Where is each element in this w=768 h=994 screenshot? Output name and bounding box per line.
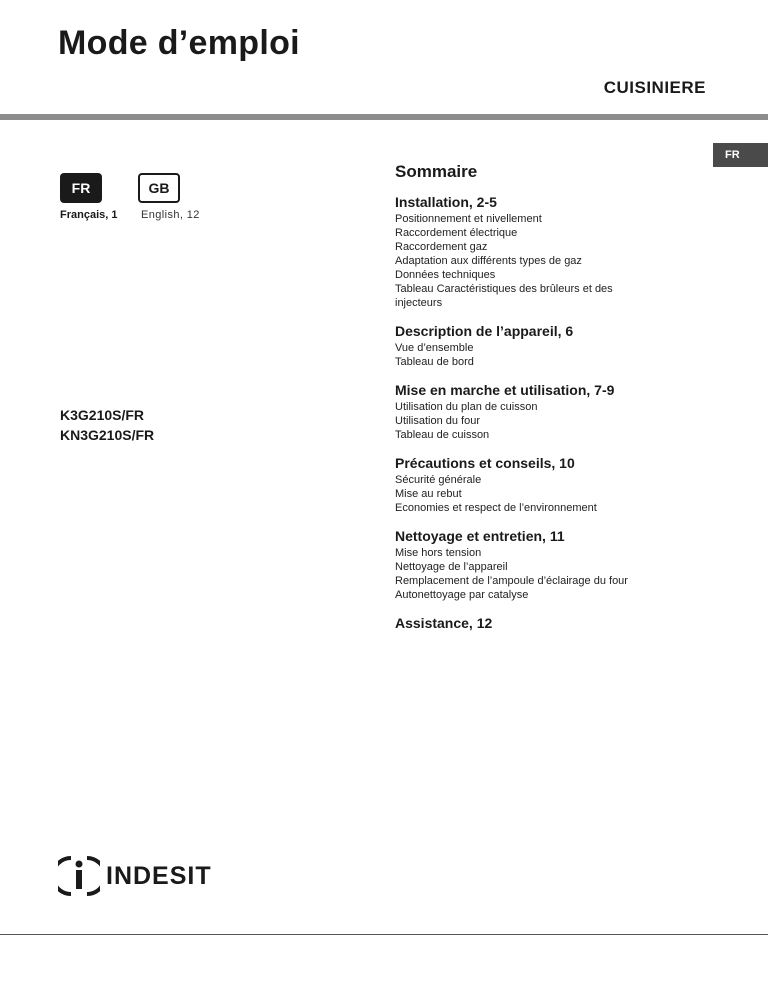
language-tab: FR xyxy=(713,143,768,167)
toc-item: Autonettoyage par catalyse xyxy=(395,589,529,601)
toc-item: Tableau de cuisson xyxy=(395,429,490,441)
toc-item: Tableau de bord xyxy=(395,356,474,368)
language-box-fr: FR xyxy=(60,173,102,203)
toc-item: Utilisation du four xyxy=(395,415,480,427)
toc-section-title: Description de l’appareil, 6 xyxy=(395,323,574,339)
toc-item: Utilisation du plan de cuisson xyxy=(395,401,538,413)
toc-item: injecteurs xyxy=(395,297,443,309)
toc-item: Positionnement et nivellement xyxy=(395,213,542,225)
language-box-gb: GB xyxy=(138,173,180,203)
toc-item: Mise au rebut xyxy=(395,488,462,500)
toc-section-items xyxy=(395,341,695,369)
toc-item: Tableau Caractéristiques des brûleurs et des xyxy=(395,283,613,295)
model-name: KN3G210S/FR xyxy=(60,427,155,443)
toc-item: Nettoyage de l’appareil xyxy=(395,561,508,573)
toc-section-items xyxy=(395,400,695,442)
model-name: K3G210S/FR xyxy=(60,407,145,423)
table-of-contents xyxy=(395,162,695,633)
toc-item: Raccordement gaz xyxy=(395,241,488,253)
toc-item: Adaptation aux différents types de gaz xyxy=(395,255,582,267)
toc-item: Economies et respect de l’environnement xyxy=(395,502,597,514)
toc-section-title: Mise en marche et utilisation, 7-9 xyxy=(395,382,615,398)
brand-name: INDESIT xyxy=(106,861,212,890)
page-title: Mode d’emploi xyxy=(58,24,300,62)
toc-item: Remplacement de l’ampoule d’éclairage du four xyxy=(395,575,628,587)
toc-item: Mise hors tension xyxy=(395,547,482,559)
toc-section-title: Précautions et conseils, 10 xyxy=(395,455,575,471)
brand-logo xyxy=(58,853,212,899)
toc-section-items xyxy=(395,473,695,515)
language-label-fr: Français, 1 xyxy=(60,209,118,221)
toc-section-title: Nettoyage et entretien, 11 xyxy=(395,528,565,544)
toc-item: Vue d’ensemble xyxy=(395,342,474,354)
toc-item: Sécurité générale xyxy=(395,474,482,486)
header-rule xyxy=(0,114,768,120)
toc-section-title: Installation, 2-5 xyxy=(395,194,497,210)
toc-section-items xyxy=(395,212,695,310)
toc-item: Raccordement électrique xyxy=(395,227,518,239)
language-label-gb: English, 12 xyxy=(141,209,200,221)
toc-title: Sommaire xyxy=(395,162,478,181)
toc-section-items xyxy=(395,546,695,602)
toc-item: Données techniques xyxy=(395,269,496,281)
footer-rule xyxy=(0,934,768,935)
indesit-logo-icon xyxy=(58,853,100,899)
model-list xyxy=(60,405,154,445)
toc-section-title: Assistance, 12 xyxy=(395,615,493,631)
product-type: CUISINIERE xyxy=(603,78,706,97)
